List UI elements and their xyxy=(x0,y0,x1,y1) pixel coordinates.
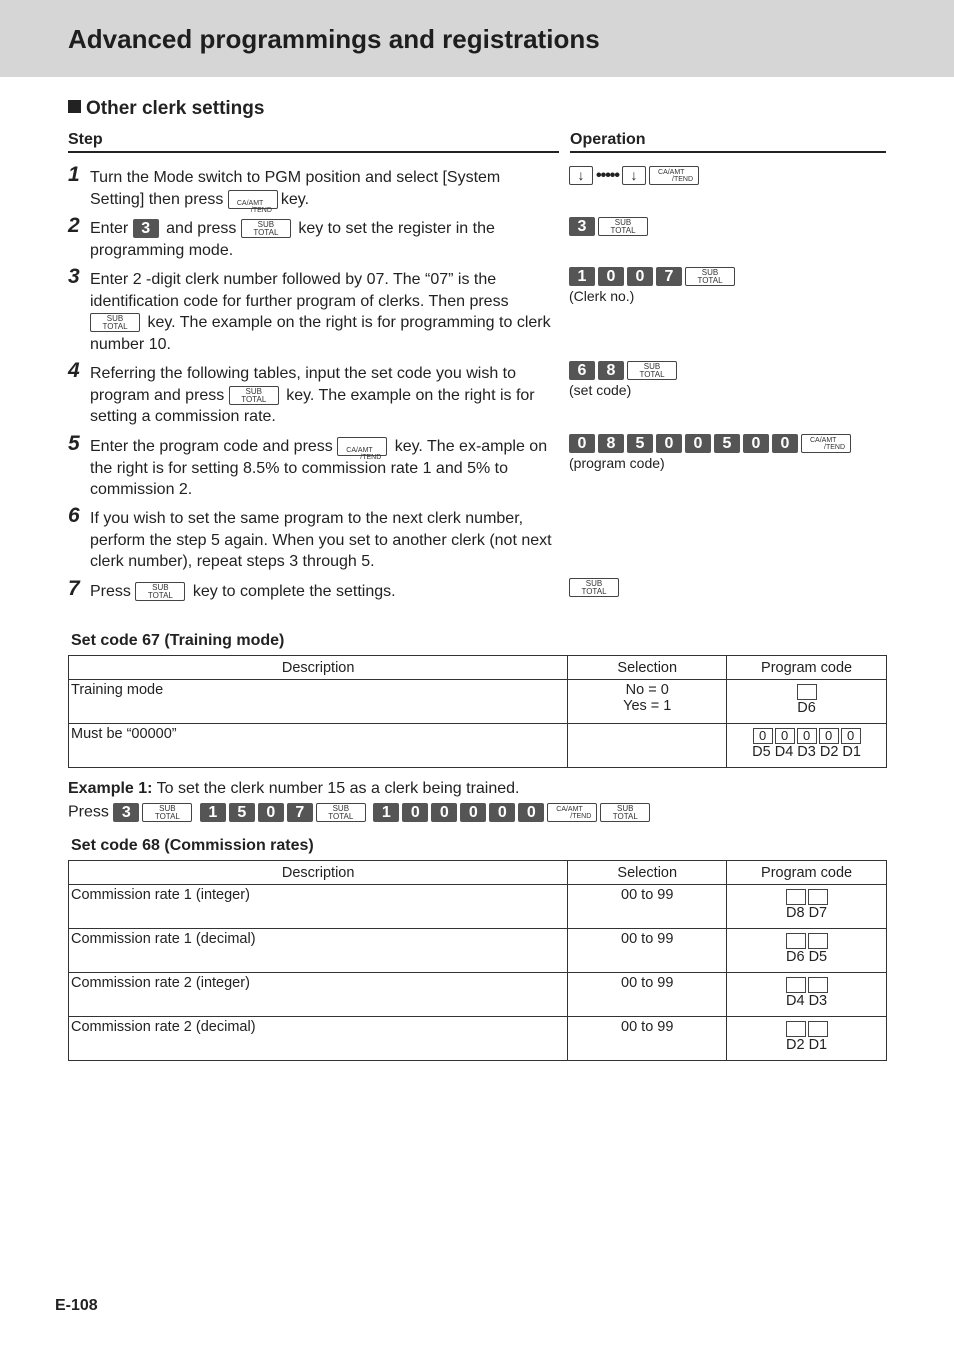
numeric-key-icon: 0 xyxy=(743,434,769,453)
subtotal-key-icon: SUB TOTAL xyxy=(241,219,291,238)
numeric-key-icon: 0 xyxy=(772,434,798,453)
subtotal-key-icon: SUB TOTAL xyxy=(627,361,677,380)
numeric-key-icon: 0 xyxy=(518,803,544,822)
ca-amt-tend-key-icon: CA/AMT /TEND xyxy=(228,190,278,209)
digit-box: 0 xyxy=(819,728,839,744)
numeric-key-icon: 0 xyxy=(627,267,653,286)
numeric-key-icon: 7 xyxy=(287,803,313,822)
step-text-end: key. The example on the right is for programming to clerk number 10. xyxy=(90,314,551,353)
step-4 xyxy=(68,359,554,428)
operation-2 xyxy=(569,217,651,236)
numeric-key-icon: 1 xyxy=(373,803,399,822)
digit-box xyxy=(786,933,806,949)
header-description: Description xyxy=(69,861,568,885)
row-description: Must be “00000” xyxy=(69,724,568,768)
step-text-end: key. xyxy=(280,190,310,208)
table-row xyxy=(69,724,887,768)
program-code-caption: (program code) xyxy=(569,455,665,471)
table-header-row xyxy=(69,656,887,680)
step-6 xyxy=(68,504,554,573)
example-label: Example 1: xyxy=(68,780,153,797)
ca-amt-tend-key-icon: CA/AMT /TEND xyxy=(649,166,699,185)
operation-7 xyxy=(569,578,622,597)
arrow-down-key-icon: ↓ xyxy=(569,166,593,185)
step-2 xyxy=(68,214,554,261)
table-row xyxy=(69,973,887,1017)
numeric-key-icon: 5 xyxy=(229,803,255,822)
section-title-text: Other clerk settings xyxy=(86,98,265,119)
table-68-title: Set code 68 (Commission rates) xyxy=(71,837,314,854)
step-text-end: key. The ex-ample on the right is for setting 8.5% to commission rate 1 and 5% to commission 2. xyxy=(90,438,548,498)
row-selection: 00 to 99 xyxy=(568,885,727,929)
row-selection: 00 to 99 xyxy=(568,973,727,1017)
numeric-key-icon: 0 xyxy=(402,803,428,822)
press-label: Press xyxy=(68,803,109,821)
subtotal-key-icon: SUB TOTAL xyxy=(229,386,279,405)
arrow-down-key-icon: ↓ xyxy=(622,166,646,185)
subtotal-key-icon: SUB TOTAL xyxy=(135,582,185,601)
step-number: 6 xyxy=(68,504,80,527)
digit-box xyxy=(808,977,828,993)
row-description: Commission rate 1 (integer) xyxy=(69,885,568,929)
section-title xyxy=(68,98,264,120)
numeric-key-icon: 3 xyxy=(133,219,159,238)
table-set-code-67 xyxy=(68,655,887,768)
digit-box xyxy=(797,684,817,700)
operation-4 xyxy=(569,361,680,380)
step-text: Turn the Mode switch to PGM position and select [System Setting] then press xyxy=(90,169,501,208)
subtotal-key-icon: SUB TOTAL xyxy=(600,803,650,822)
digit-box xyxy=(786,1021,806,1037)
clerk-no-caption: (Clerk no.) xyxy=(569,288,635,304)
table-header-row xyxy=(69,861,887,885)
digit-box: 0 xyxy=(841,728,861,744)
numeric-key-icon: 3 xyxy=(113,803,139,822)
numeric-key-icon: 5 xyxy=(714,434,740,453)
row-selection: No = 0 Yes = 1 xyxy=(568,680,727,724)
digit-box xyxy=(808,1021,828,1037)
step-number: 1 xyxy=(68,163,80,186)
step-text-end: key to set the register in the programming mode. xyxy=(90,220,495,259)
numeric-key-icon: 0 xyxy=(685,434,711,453)
step-text: and press xyxy=(166,220,237,237)
row-program-code: D4 D3 xyxy=(727,973,887,1017)
ca-amt-tend-key-icon: CA/AMT /TEND xyxy=(547,803,597,822)
numeric-key-icon: 3 xyxy=(569,217,595,236)
ca-amt-tend-key-icon: CA/AMT /TEND xyxy=(337,437,387,456)
step-5 xyxy=(68,432,554,501)
step-1 xyxy=(68,163,554,214)
step-text: Enter 2 -digit clerk number followed by 07. The “07” is the identification code for further program of clerks. Then press xyxy=(90,271,509,310)
header-program-code: Program code xyxy=(727,861,887,885)
digit-box: 0 xyxy=(753,728,773,744)
operation-5 xyxy=(569,434,854,453)
repeat-dots: ••••• xyxy=(596,166,620,184)
header-program-code: Program code xyxy=(727,656,887,680)
row-selection xyxy=(568,724,727,768)
row-program-code: D8 D7 xyxy=(727,885,887,929)
ca-amt-tend-key-icon: CA/AMT /TEND xyxy=(801,434,851,453)
numeric-key-icon: 0 xyxy=(569,434,595,453)
operation-3 xyxy=(569,267,738,286)
operation-1 xyxy=(569,166,702,185)
numeric-key-icon: 7 xyxy=(656,267,682,286)
step-number: 4 xyxy=(68,359,80,382)
table-row xyxy=(69,1017,887,1061)
row-program-code: 0 0 0 0 0 D5 D4 D3 D2 D1 xyxy=(727,724,887,768)
page-header xyxy=(0,0,954,77)
digit-box xyxy=(786,889,806,905)
digit-box: 0 xyxy=(797,728,817,744)
example-keys xyxy=(68,803,653,822)
step-text-end: key. The example on the right is for setting a commission rate. xyxy=(90,386,535,425)
header-selection: Selection xyxy=(568,861,727,885)
table-set-code-68 xyxy=(68,860,887,1061)
subtotal-key-icon: SUB TOTAL xyxy=(685,267,735,286)
row-description: Training mode xyxy=(69,680,568,724)
digit-box xyxy=(808,889,828,905)
row-description: Commission rate 2 (decimal) xyxy=(69,1017,568,1061)
subtotal-key-icon: SUB TOTAL xyxy=(569,578,619,597)
row-program-code: D2 D1 xyxy=(727,1017,887,1061)
numeric-key-icon: 5 xyxy=(627,434,653,453)
subtotal-key-icon: SUB TOTAL xyxy=(316,803,366,822)
operation-column-header: Operation xyxy=(570,131,886,153)
step-3 xyxy=(68,265,554,355)
digit-box: 0 xyxy=(775,728,795,744)
numeric-key-icon: 8 xyxy=(598,434,624,453)
row-selection: 00 to 99 xyxy=(568,1017,727,1061)
header-description: Description xyxy=(69,656,568,680)
table-row xyxy=(69,680,887,724)
step-text: Referring the following tables, input the set code you wish to program and press xyxy=(90,365,517,404)
step-number: 7 xyxy=(68,577,80,600)
digit-box xyxy=(786,977,806,993)
numeric-key-icon: 0 xyxy=(460,803,486,822)
header-selection: Selection xyxy=(568,656,727,680)
step-text: If you wish to set the same program to the next clerk number, perform the step 5 again. When you set to another clerk (not next clerk number), repeat steps 3 through 5. xyxy=(90,510,552,570)
numeric-key-icon: 1 xyxy=(200,803,226,822)
row-description: Commission rate 2 (integer) xyxy=(69,973,568,1017)
numeric-key-icon: 6 xyxy=(569,361,595,380)
subtotal-key-icon: SUB TOTAL xyxy=(142,803,192,822)
row-program-code: D6 xyxy=(727,680,887,724)
step-number: 3 xyxy=(68,265,80,288)
step-text-end: key to complete the settings. xyxy=(192,583,396,600)
step-text: Enter the program code and press xyxy=(90,438,333,455)
row-selection: 00 to 99 xyxy=(568,929,727,973)
numeric-key-icon: 0 xyxy=(489,803,515,822)
table-67-title: Set code 67 (Training mode) xyxy=(71,632,285,649)
page-number: E-108 xyxy=(55,1297,98,1314)
set-code-caption: (set code) xyxy=(569,382,632,398)
numeric-key-icon: 1 xyxy=(569,267,595,286)
example-line xyxy=(68,780,520,798)
step-number: 5 xyxy=(68,432,80,455)
step-7 xyxy=(68,577,554,603)
table-row xyxy=(69,929,887,973)
example-text: To set the clerk number 15 as a clerk being trained. xyxy=(156,780,520,797)
subtotal-key-icon: SUB TOTAL xyxy=(598,217,648,236)
step-text: Enter xyxy=(90,220,129,237)
numeric-key-icon: 0 xyxy=(431,803,457,822)
numeric-key-icon: 8 xyxy=(598,361,624,380)
row-program-code: D6 D5 xyxy=(727,929,887,973)
step-column-header: Step xyxy=(68,131,559,153)
page-title: Advanced programmings and registrations xyxy=(68,24,600,54)
row-description: Commission rate 1 (decimal) xyxy=(69,929,568,973)
step-number: 2 xyxy=(68,214,80,237)
numeric-key-icon: 0 xyxy=(258,803,284,822)
square-bullet-icon xyxy=(68,100,81,113)
numeric-key-icon: 0 xyxy=(656,434,682,453)
numeric-key-icon: 0 xyxy=(598,267,624,286)
table-row xyxy=(69,885,887,929)
digit-box xyxy=(808,933,828,949)
step-text: Press xyxy=(90,583,131,600)
subtotal-key-icon: SUB TOTAL xyxy=(90,313,140,332)
